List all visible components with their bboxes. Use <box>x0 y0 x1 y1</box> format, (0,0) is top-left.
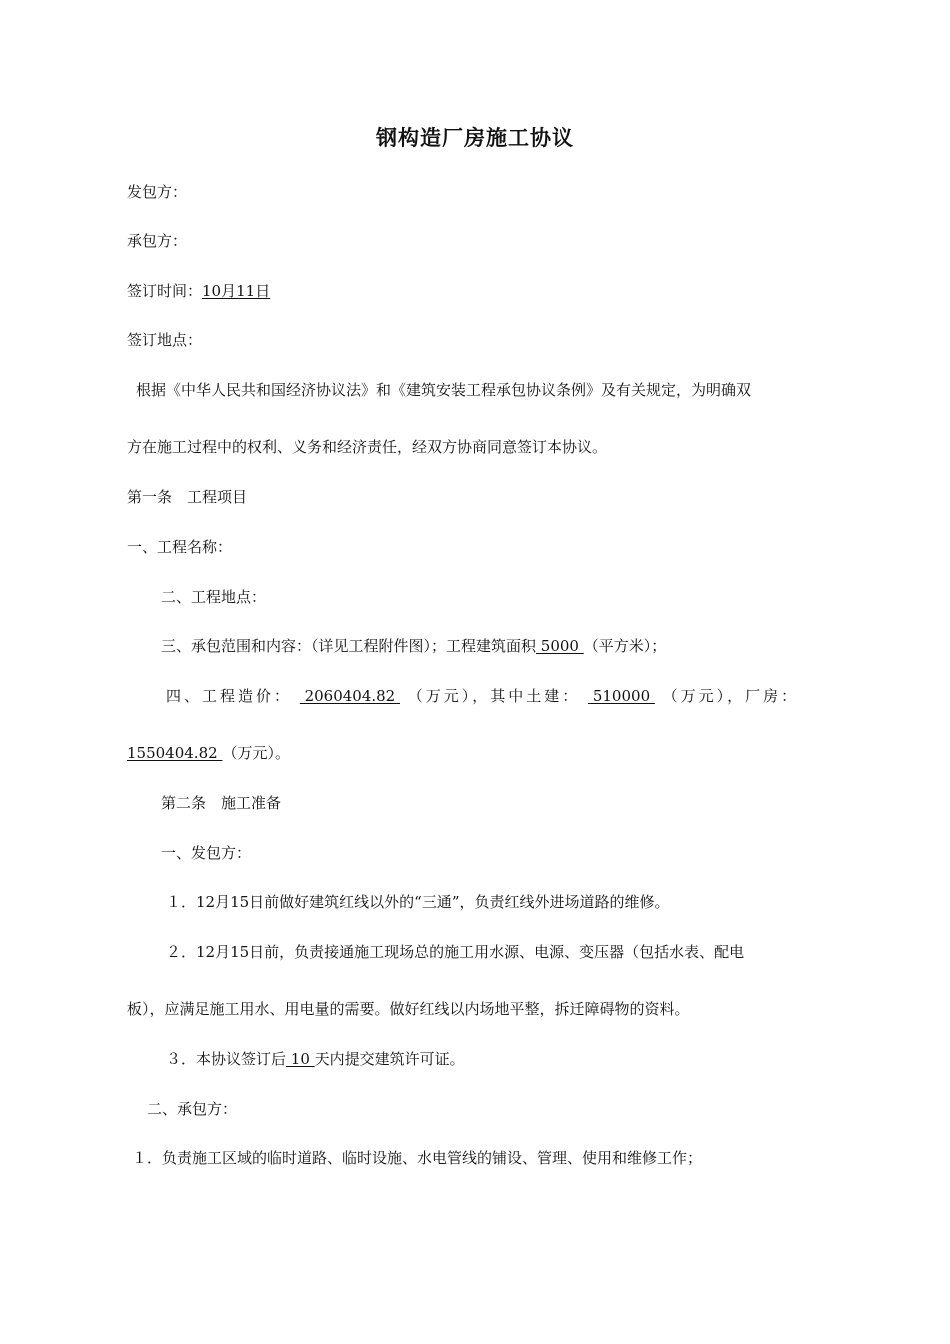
plant-cost-line <box>127 743 290 763</box>
cost-mid2: （万元），厂房： <box>662 687 800 705</box>
project-name-item: 一、工程名称： <box>127 538 233 556</box>
sign-date-value: 10月11日 <box>202 282 271 300</box>
duty3-suffix: 天内提交建筑许可证。 <box>314 1050 465 1068</box>
sign-date-label: 签订时间： <box>127 282 203 300</box>
duty3-prefix: ３．本协议签订后 <box>166 1050 287 1068</box>
document-title: 钢构造厂房施工协议 <box>376 125 574 150</box>
plant-cost-suffix: （万元）。 <box>222 744 290 762</box>
article1-heading: 第一条 工程项目 <box>127 488 248 506</box>
scope-prefix: 三、承包范围和内容：（详见工程附件图）；工程建筑面积 <box>161 637 537 655</box>
building-area-value: 5000 <box>536 637 584 655</box>
employer-duty-2-line-1: ２．12月15日前，负责接通施工现场总的施工用水源、电源、变压器（包括水表、配电 <box>166 943 745 961</box>
civil-cost-value: 510000 <box>588 687 655 705</box>
cost-prefix: 四、工程造价： <box>166 687 293 705</box>
permit-days-value: 10 <box>286 1050 315 1068</box>
employer-duty-1: １．12月15日前做好建筑红线以外的“三通”，负责红线外进场道路的维修。 <box>166 893 670 911</box>
article2-heading: 第二条 施工准备 <box>161 794 282 812</box>
cost-item <box>166 686 799 706</box>
scope-suffix: （平方米）； <box>583 637 667 655</box>
contractor-label: 承包方： <box>127 232 188 250</box>
employer-duties-heading: 一、发包方： <box>161 844 252 862</box>
contractor-duties-heading: 二、承包方： <box>147 1100 238 1118</box>
employer-duty-3 <box>166 1049 465 1069</box>
project-location-item: 二、工程地点： <box>161 588 267 606</box>
contractor-duty-1: １．负责施工区域的临时道路、临时设施、水电管线的铺设、管理、使用和维修工作； <box>132 1149 703 1167</box>
plant-cost-value: 1550404.82 <box>127 744 223 762</box>
intro-line-2: 方在施工过程中的权利、义务和经济责任，经双方协商同意签订本协议。 <box>127 438 608 456</box>
total-cost-value: 2060404.82 <box>299 687 400 705</box>
employer-label: 发包方： <box>127 183 188 201</box>
scope-item <box>161 636 666 656</box>
cost-mid: （万元），其中土建： <box>407 687 581 705</box>
employer-duty-2-line-2: 板），应满足施工用水、用电量的需要。做好红线以内场地平整，拆迁障碍物的资料。 <box>127 1000 690 1018</box>
intro-line-1: 根据《中华人民共和国经济协议法》和《建筑安装工程承包协议条例》及有关规定，为明确双 <box>136 381 752 399</box>
sign-place-label: 签订地点： <box>127 331 203 349</box>
sign-date-line <box>127 281 270 301</box>
